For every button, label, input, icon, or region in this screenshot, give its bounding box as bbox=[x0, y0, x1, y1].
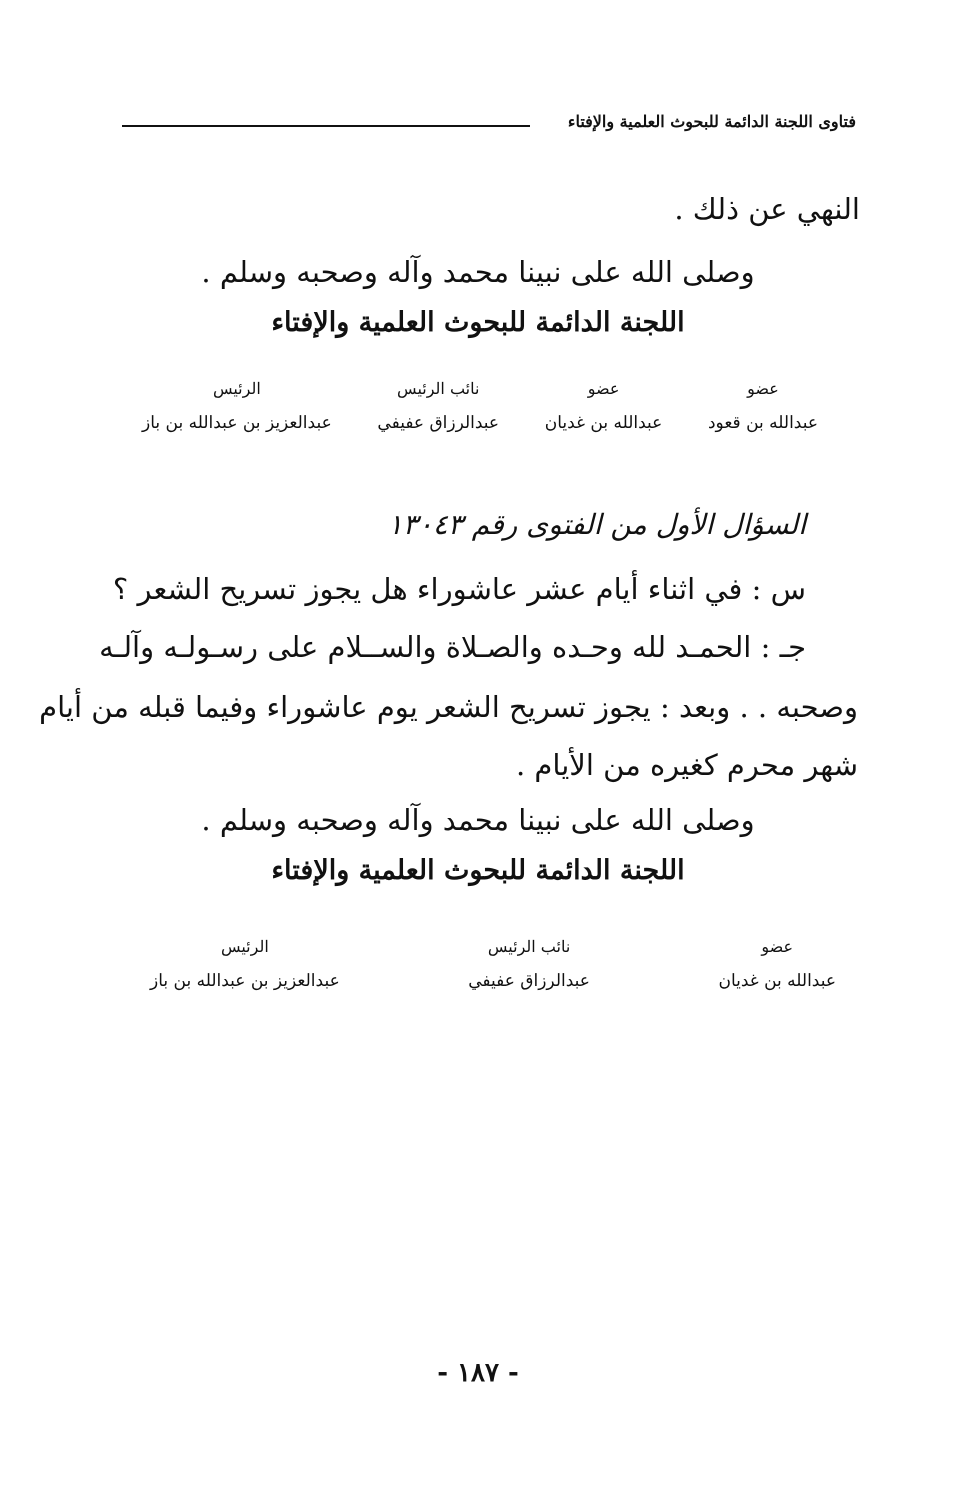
signature-member bbox=[718, 930, 836, 998]
signature-title: عضو bbox=[761, 937, 794, 956]
signature-name: عبدالله بن قعود bbox=[707, 413, 818, 433]
signature-member bbox=[545, 372, 663, 440]
signature-title: نائب الرئيس bbox=[397, 379, 480, 398]
closing-prayer-1: وصلى الله على نبينا محمد وآله وصحبه وسلم . bbox=[201, 255, 755, 289]
answer-line: شهر محرم كغيره من الأيام . bbox=[516, 748, 858, 782]
signature-title: عضو bbox=[587, 379, 620, 398]
signature-name: عبدالعزيز بن عبدالله بن باز bbox=[150, 971, 340, 991]
fatwa-heading: السؤال الأول من الفتوى رقم ١٣٠٤٣ bbox=[387, 508, 806, 541]
question-text: س : في اثناء أيام عشر عاشوراء هل يجوز تسريح الشعر ؟ bbox=[112, 572, 806, 606]
signature-president bbox=[142, 372, 332, 440]
signature-vice-president bbox=[377, 372, 499, 440]
running-header-title: فتاوى اللجنة الدائمة للبحوث العلمية والإفتاء bbox=[567, 112, 856, 131]
signature-member bbox=[708, 372, 818, 440]
signature-name: عبدالله بن غديان bbox=[544, 413, 663, 433]
signature-president bbox=[150, 930, 340, 998]
answer-line: وصحبه . . وبعد : يجوز تسريح الشعر يوم عاشوراء وفيما قبله من أيام bbox=[39, 690, 858, 724]
signature-name: عبدالله بن غديان bbox=[718, 971, 836, 991]
header-divider bbox=[122, 125, 530, 127]
signature-table-1 bbox=[142, 372, 818, 440]
signature-title: نائب الرئيس bbox=[487, 937, 571, 956]
continuation-text: النهي عن ذلك . bbox=[674, 192, 860, 226]
page-number: - ١٨٧ - bbox=[437, 1358, 519, 1388]
committee-name-1: اللجنة الدائمة للبحوث العلمية والإفتاء bbox=[271, 307, 685, 338]
signature-table-2 bbox=[150, 930, 836, 998]
answer-line: جـ : الحمـد لله وحـده والصـلاة والســلام على رسـولـه وآلـه bbox=[99, 630, 806, 664]
signature-name: عبدالرزاق عفيفي bbox=[468, 971, 590, 991]
signature-vice-president bbox=[468, 930, 590, 998]
signature-name: عبدالعزيز بن عبدالله بن باز bbox=[142, 413, 332, 433]
closing-prayer-2: وصلى الله على نبينا محمد وآله وصحبه وسلم . bbox=[201, 803, 755, 837]
signature-title: عضو bbox=[747, 379, 779, 398]
signature-title: الرئيس bbox=[212, 379, 261, 398]
signature-title: الرئيس bbox=[220, 937, 269, 956]
signature-name: عبدالرزاق عفيفي bbox=[377, 413, 500, 433]
committee-name-2: اللجنة الدائمة للبحوث العلمية والإفتاء bbox=[271, 855, 685, 886]
